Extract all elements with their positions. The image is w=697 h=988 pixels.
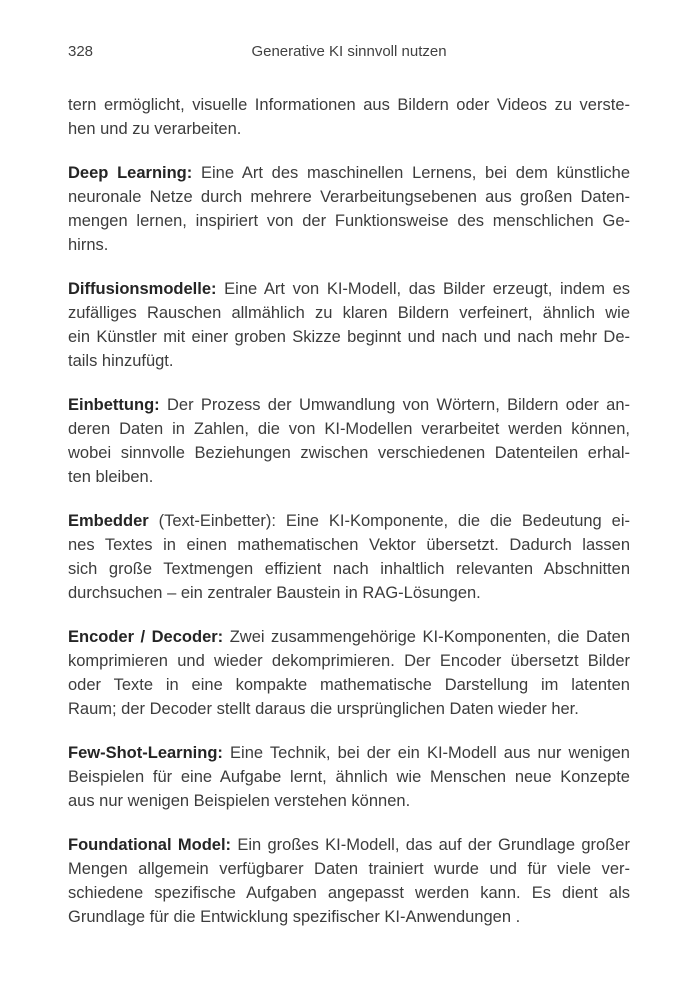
text-line: sich große Textmengen effizient nach inhaltlich relevanten Abschnitten [68, 560, 630, 578]
glossary-entry [68, 833, 630, 929]
text-line: Beispielen für eine Aufgabe lernt, ähnlich wie Menschen neue Konzepte [68, 768, 630, 786]
text-line: Raum; der Decoder stellt daraus die ursprünglichen Daten wieder her. [68, 700, 579, 718]
text-line: Few-Shot-Learning: Eine Technik, bei der ein KI-Modell aus nur wenigen [68, 744, 630, 762]
glossary-entry [68, 509, 630, 605]
glossary-entry [68, 277, 630, 373]
glossary-term: Encoder / Decoder: [68, 628, 224, 646]
glossary-entry [68, 393, 630, 489]
glossary-entry [68, 93, 630, 141]
glossary-term: Foundational Model: [68, 836, 232, 854]
glossary-term: Embedder [68, 512, 149, 530]
text-line: Grundlage für die Entwicklung spezifischer KI-Anwendungen . [68, 908, 521, 926]
text-line: neuronale Netze durch mehrere Verarbeitungsebenen aus großen Daten- [68, 188, 630, 206]
text-line: Embedder (Text-Einbetter): Eine KI-Komponente, die die Bedeutung ei- [68, 512, 630, 530]
running-header-title: Generative KI sinnvoll nutzen [251, 43, 447, 60]
text-line: tails hinzufügt. [68, 352, 174, 370]
text-line: ten bleiben. [68, 468, 154, 486]
glossary-body [68, 93, 630, 929]
text-line: Diffusionsmodelle: Eine Art von KI-Modell, das Bilder erzeugt, indem es [68, 280, 630, 298]
text-line: Foundational Model: Ein großes KI-Modell, das auf der Grundlage großer [68, 836, 630, 854]
text-line: deren Daten in Zahlen, die von KI-Modellen verarbeitet werden können, [68, 420, 630, 438]
text-line: Deep Learning: Eine Art des maschinellen Lernens, bei dem künstliche [68, 164, 630, 182]
text-line: Einbettung: Der Prozess der Umwandlung von Wörtern, Bildern oder an- [68, 396, 630, 414]
text-line: tern ermöglicht, visuelle Informationen aus Bildern oder Videos zu verste- [68, 96, 630, 114]
text-line: zufälliges Rauschen allmählich zu klaren Bildern verfeinert, ähnlich wie [68, 304, 630, 322]
page-number: 328 [68, 43, 94, 60]
text-line: durchsuchen – ein zentraler Baustein in RAG-Lösungen. [68, 584, 481, 602]
glossary-entry [68, 741, 630, 813]
text-line: ein Künstler mit einer groben Skizze beginnt und nach und nach mehr De- [68, 328, 630, 346]
text-line: nes Textes in einen mathematischen Vektor übersetzt. Dadurch lassen [68, 536, 630, 554]
page-header [68, 42, 630, 61]
text-line: oder Texte in eine kompakte mathematische Darstellung im latenten [68, 676, 630, 694]
glossary-term: Few-Shot-Learning: [68, 744, 223, 762]
text-line: aus nur wenigen Beispielen verstehen können. [68, 792, 411, 810]
text-line: wobei sinnvolle Beziehungen zwischen verschiedenen Datenteilen erhal- [68, 444, 630, 462]
text-line: hirns. [68, 236, 109, 254]
glossary-term: Deep Learning: [68, 164, 193, 182]
text-line: mengen lernen, inspiriert von der Funktionsweise des menschlichen Ge- [68, 212, 630, 230]
text-line: komprimieren und wieder dekomprimieren. Der Encoder übersetzt Bilder [68, 652, 630, 670]
text-line: Mengen allgemein verfügbarer Daten trainiert wurde und für viele ver- [68, 860, 630, 878]
glossary-entry [68, 161, 630, 257]
text-line: Encoder / Decoder: Zwei zusammengehörige KI-Komponenten, die Daten [68, 628, 630, 646]
glossary-term: Einbettung: [68, 396, 160, 414]
text-line: hen und zu verarbeiten. [68, 120, 242, 138]
glossary-entry [68, 625, 630, 721]
text-line: schiedene spezifische Aufgaben angepasst werden kann. Es dient als [68, 884, 630, 902]
glossary-term: Diffusionsmodelle: [68, 280, 217, 298]
